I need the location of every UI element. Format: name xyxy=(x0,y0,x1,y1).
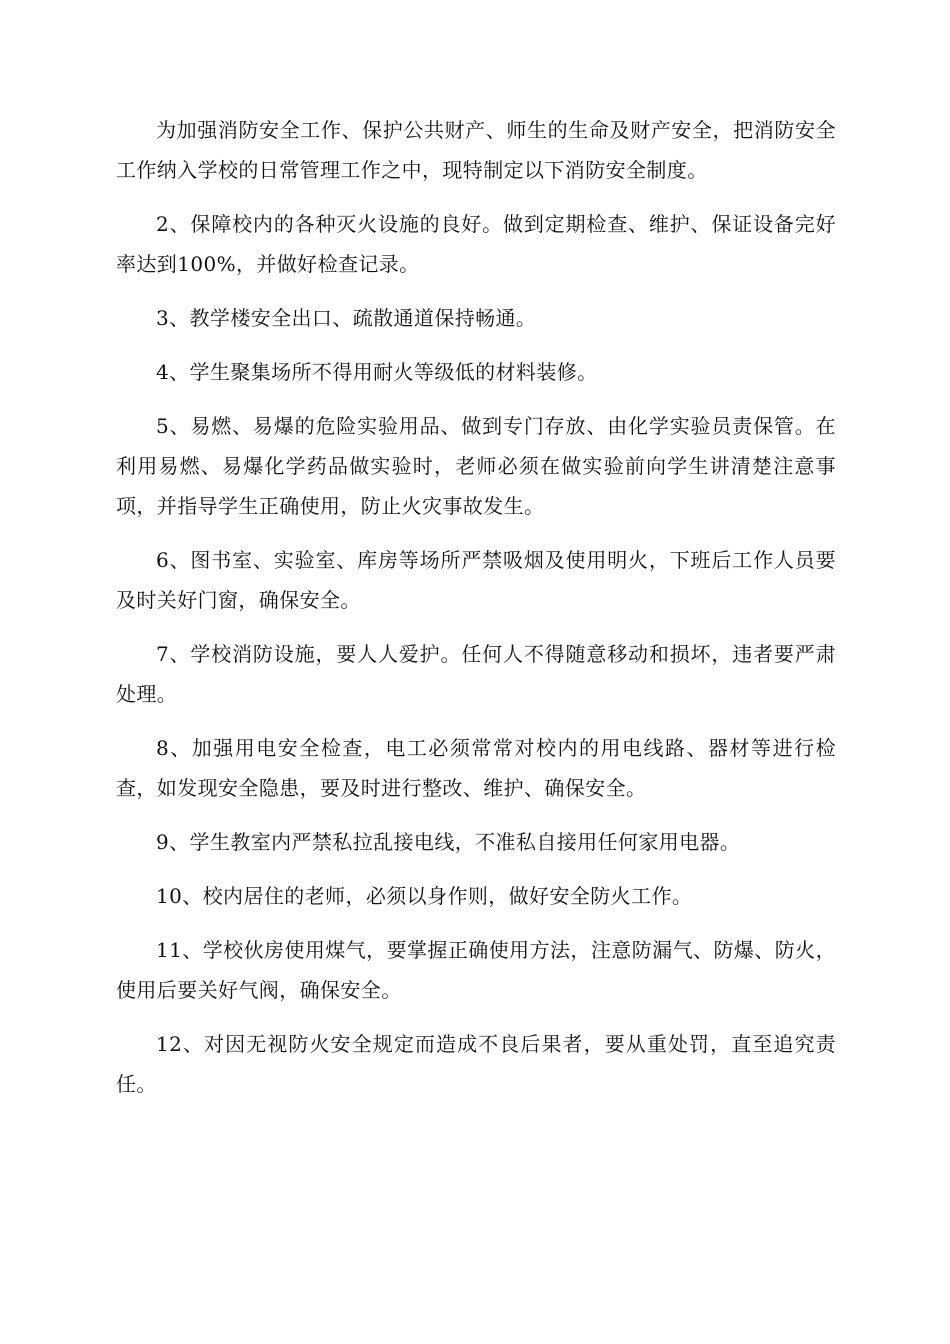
rule-2-paragraph: 2、保障校内的各种灭火设施的良好。做到定期检查、维护、保证设备完好率达到100%，并做好检查记录。 xyxy=(116,212,836,276)
rule-10-paragraph: 10、校内居住的老师，必须以身作则，做好安全防火工作。 xyxy=(156,884,693,908)
intro-paragraph: 为加强消防安全工作、保护公共财产、师生的生命及财产安全，把消防安全工作纳入学校的日常管理工作之中，现特制定以下消防安全制度。 xyxy=(116,118,836,182)
rule-6-paragraph: 6、图书室、实验室、库房等场所严禁吸烟及使用明火，下班后工作人员要及时关好门窗，确保安全。 xyxy=(116,548,836,612)
rule-3-paragraph: 3、教学楼安全出口、疏散通道保持畅通。 xyxy=(156,306,537,330)
document-body xyxy=(116,110,836,1118)
rule-9-paragraph: 9、学生教室内严禁私拉乱接电线，不准私自接用任何家用电器。 xyxy=(156,830,741,854)
rule-12-paragraph: 12、对因无视防火安全规定而造成不良后果者，要从重处罚，直至追究责任。 xyxy=(116,1032,836,1096)
rule-4-paragraph: 4、学生聚集场所不得用耐火等级低的材料装修。 xyxy=(156,360,598,384)
rule-7-paragraph: 7、学校消防设施，要人人爱护。任何人不得随意移动和损坏，违者要严肃处理。 xyxy=(116,642,836,706)
rule-11-paragraph: 11、学校伙房使用煤气，要掌握正确使用方法，注意防漏气、防爆、防火，使用后要关好气阀，确保安全。 xyxy=(116,938,836,1002)
rule-8-paragraph: 8、加强用电安全检查，电工必须常常对校内的用电线路、器材等进行检查，如发现安全隐患，要及时进行整改、维护、确保安全。 xyxy=(116,736,836,800)
rule-5-paragraph: 5、易燃、易爆的危险实验用品、做到专门存放、由化学实验员责保管。在利用易燃、易爆化学药品做实验时，老师必须在做实验前向学生讲清楚注意事项，并指导学生正确使用，防止火灾事故发生。 xyxy=(116,414,836,518)
